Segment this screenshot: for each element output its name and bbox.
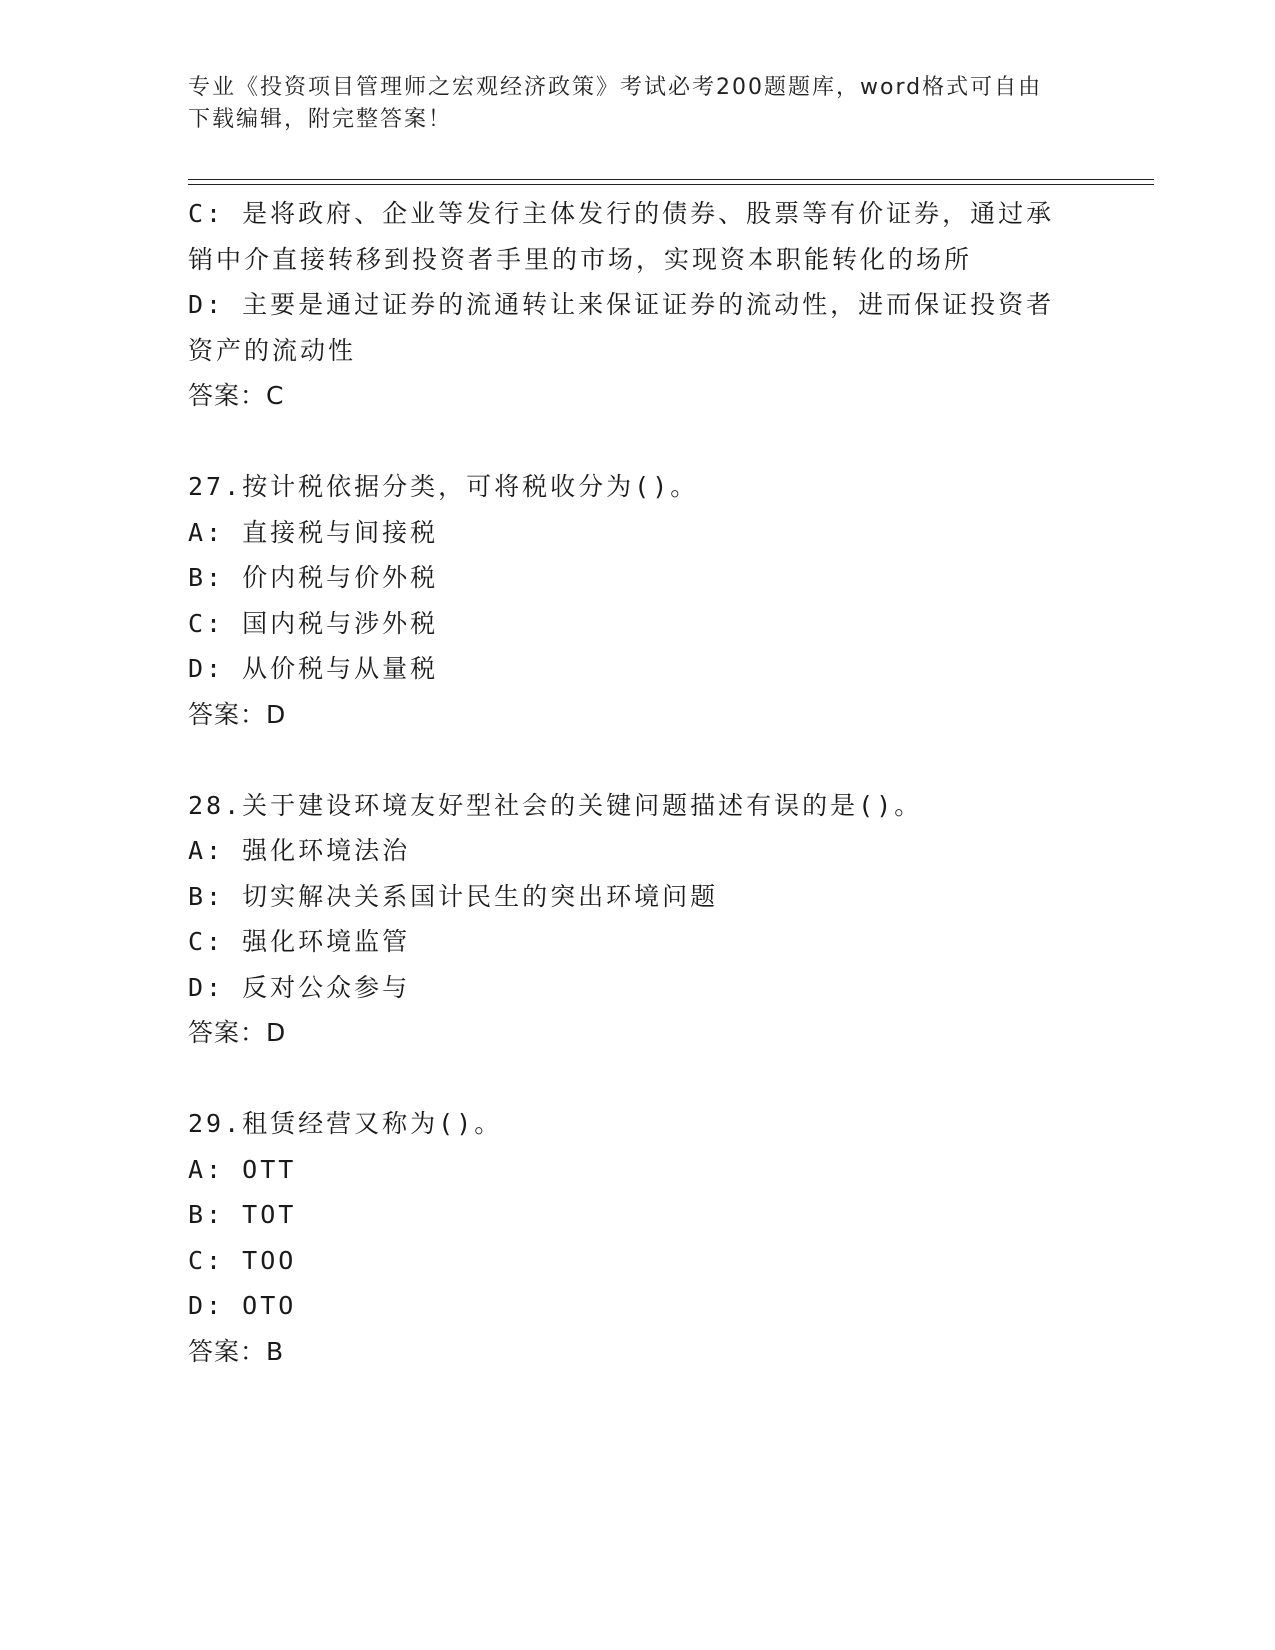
- answer-line: 答案：C: [188, 381, 285, 410]
- question-stem: 27.按计税依据分类，可将税收分为()。: [188, 472, 699, 501]
- answer-line: 答案：D: [188, 1018, 287, 1047]
- previous-question-block: [188, 191, 1088, 419]
- option-c-line-1: C: 是将政府、企业等发行主体发行的债券、股票等有价证券，通过承: [188, 199, 1055, 228]
- option-c-line-2: 销中介直接转移到投资者手里的市场，实现资本职能转化的场所: [188, 244, 973, 274]
- option-d-line-1: D: 主要是通过证券的流通转让来保证证券的流动性，进而保证投资者: [188, 290, 1055, 319]
- option-c: C: 国内税与涉外税: [188, 608, 439, 638]
- question-content: [188, 191, 1088, 1374]
- header-divider-top: [188, 179, 1154, 180]
- question-27: [188, 464, 1088, 737]
- header-line-1: 专业《投资项目管理师之宏观经济政策》考试必考200题题库，word格式可自由: [188, 75, 1043, 100]
- option-a: A: 强化环境法治: [188, 836, 411, 865]
- option-b: B: TOT: [188, 1200, 297, 1229]
- option-a: A: 直接税与间接税: [188, 517, 439, 547]
- question-stem: 28.关于建设环境友好型社会的关键问题描述有误的是()。: [188, 790, 923, 820]
- document-header: [188, 72, 1088, 136]
- option-d: D: 从价税与从量税: [188, 654, 439, 683]
- header-line-2: 下载编辑，附完整答案！: [188, 107, 453, 132]
- question-stem: 29.租赁经营又称为()。: [188, 1109, 503, 1138]
- option-b: B: 切实解决关系国计民生的突出环境问题: [188, 881, 719, 911]
- answer-line: 答案：D: [188, 699, 287, 729]
- option-c: C: 强化环境监管: [188, 927, 411, 956]
- option-d: D: OTO: [188, 1291, 297, 1320]
- option-d-line-2: 资产的流动性: [188, 335, 357, 365]
- option-b: B: 价内税与价外税: [188, 563, 439, 592]
- question-28: [188, 783, 1088, 1056]
- question-29: [188, 1101, 1088, 1374]
- header-divider-bottom: [188, 184, 1154, 185]
- answer-line: 答案：B: [188, 1336, 285, 1366]
- option-c: C: TOO: [188, 1245, 297, 1275]
- option-d: D: 反对公众参与: [188, 972, 411, 1002]
- option-a: A: OTT: [188, 1154, 297, 1184]
